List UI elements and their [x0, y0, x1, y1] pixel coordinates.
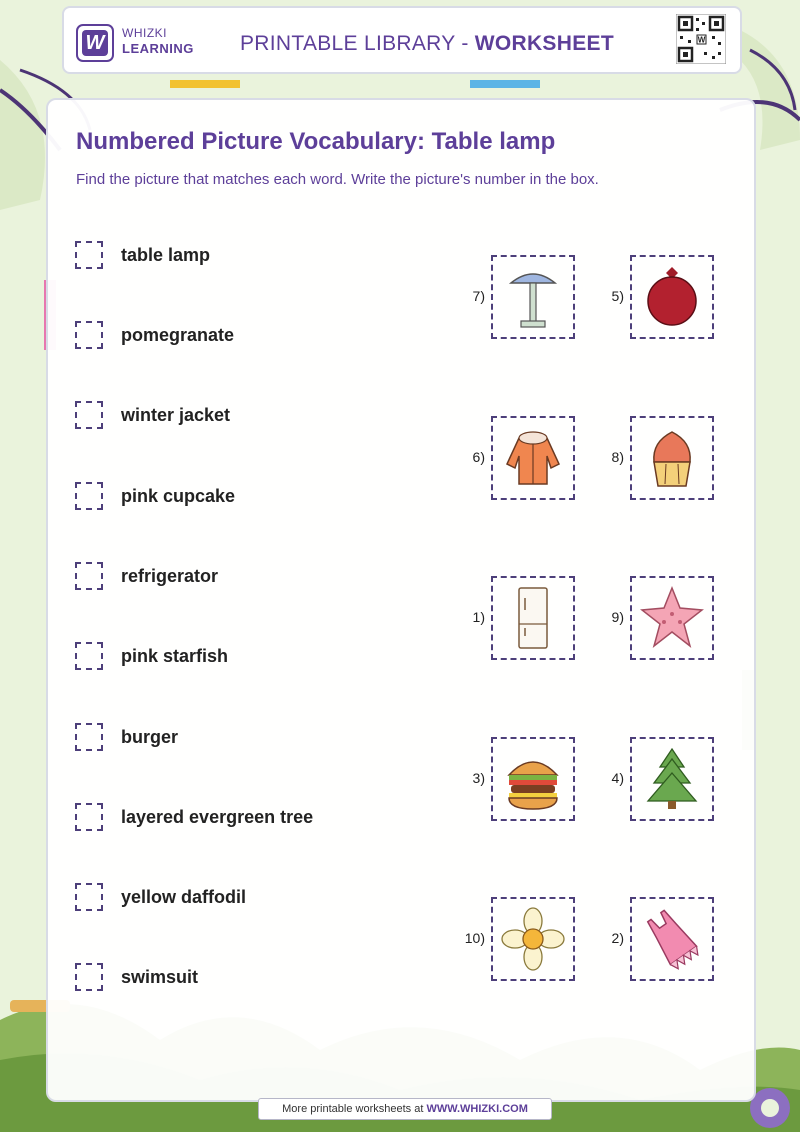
- word-label: swimsuit: [121, 967, 199, 987]
- picture-card: [611, 255, 714, 339]
- word-label: refrigerator: [121, 566, 219, 586]
- brand-name: [122, 26, 194, 56]
- logo-letter: W: [82, 30, 108, 56]
- qr-code-icon[interactable]: [676, 14, 726, 64]
- picture-card: [611, 737, 714, 821]
- picture-card: [611, 897, 714, 981]
- picture-card: [472, 416, 575, 500]
- word-label: winter jacket: [121, 405, 231, 425]
- answer-box[interactable]: [75, 803, 103, 831]
- cupcake-icon: [638, 424, 706, 492]
- picture-number: 10): [464, 930, 485, 946]
- picture-number: 4): [611, 770, 624, 786]
- picture-card: [472, 255, 575, 339]
- picture-card: [611, 576, 714, 660]
- picture-number: 8): [611, 449, 624, 465]
- answer-box[interactable]: [75, 642, 103, 670]
- word-label: pink starfish: [121, 646, 229, 666]
- header-title-part2: WORKSHEET: [474, 32, 614, 55]
- answer-box[interactable]: [75, 482, 103, 510]
- picture-number: 3): [472, 770, 485, 786]
- burger-icon: [499, 745, 567, 813]
- answer-box[interactable]: [75, 723, 103, 751]
- word-label: pink cupcake: [121, 486, 236, 506]
- picture-card: [472, 737, 575, 821]
- word-label: pomegranate: [121, 325, 235, 345]
- picture-card: [464, 897, 575, 981]
- word-label: layered evergreen tree: [121, 807, 314, 827]
- word-label: yellow daffodil: [121, 887, 247, 907]
- picture-card: [472, 576, 575, 660]
- whizki-logo[interactable]: [76, 24, 114, 62]
- header-bar: [62, 6, 742, 74]
- picture-number: 5): [611, 288, 624, 304]
- answer-box[interactable]: [75, 883, 103, 911]
- answer-box[interactable]: [75, 963, 103, 991]
- answer-box[interactable]: [75, 241, 103, 269]
- worksheet-title: Numbered Picture Vocabulary: Table lamp: [76, 128, 556, 155]
- header-title: [240, 32, 614, 56]
- table-lamp-icon: [499, 263, 567, 331]
- winter-jacket-icon: [499, 424, 567, 492]
- picture-number: 1): [472, 609, 485, 625]
- answer-box[interactable]: [75, 321, 103, 349]
- picture-number: 6): [472, 449, 485, 465]
- swimsuit-icon: [638, 905, 706, 973]
- picture-number: 7): [472, 288, 485, 304]
- picture-number: 9): [611, 609, 624, 625]
- picture-number: 2): [611, 930, 624, 946]
- answer-box[interactable]: [75, 401, 103, 429]
- footer-bar: [258, 1098, 552, 1120]
- starfish-icon: [638, 584, 706, 652]
- brand-line-1: WHIZKI: [122, 26, 167, 40]
- header-title-part1: PRINTABLE LIBRARY -: [240, 32, 475, 55]
- daffodil-icon: [499, 905, 567, 973]
- evergreen-tree-icon: [638, 745, 706, 813]
- worksheet-instructions: Find the picture that matches each word. Write the picture's number in the box.: [76, 171, 599, 188]
- brand-line-2: LEARNING: [122, 41, 194, 56]
- footer-text: More printable worksheets at: [282, 1103, 427, 1115]
- word-label: table lamp: [121, 245, 211, 265]
- picture-card: [611, 416, 714, 500]
- qr-label: W: [697, 35, 706, 45]
- word-label: burger: [121, 727, 179, 747]
- pomegranate-icon: [638, 263, 706, 331]
- footer-link[interactable]: WWW.WHIZKI.COM: [426, 1103, 528, 1115]
- refrigerator-icon: [499, 584, 567, 652]
- answer-box[interactable]: [75, 562, 103, 590]
